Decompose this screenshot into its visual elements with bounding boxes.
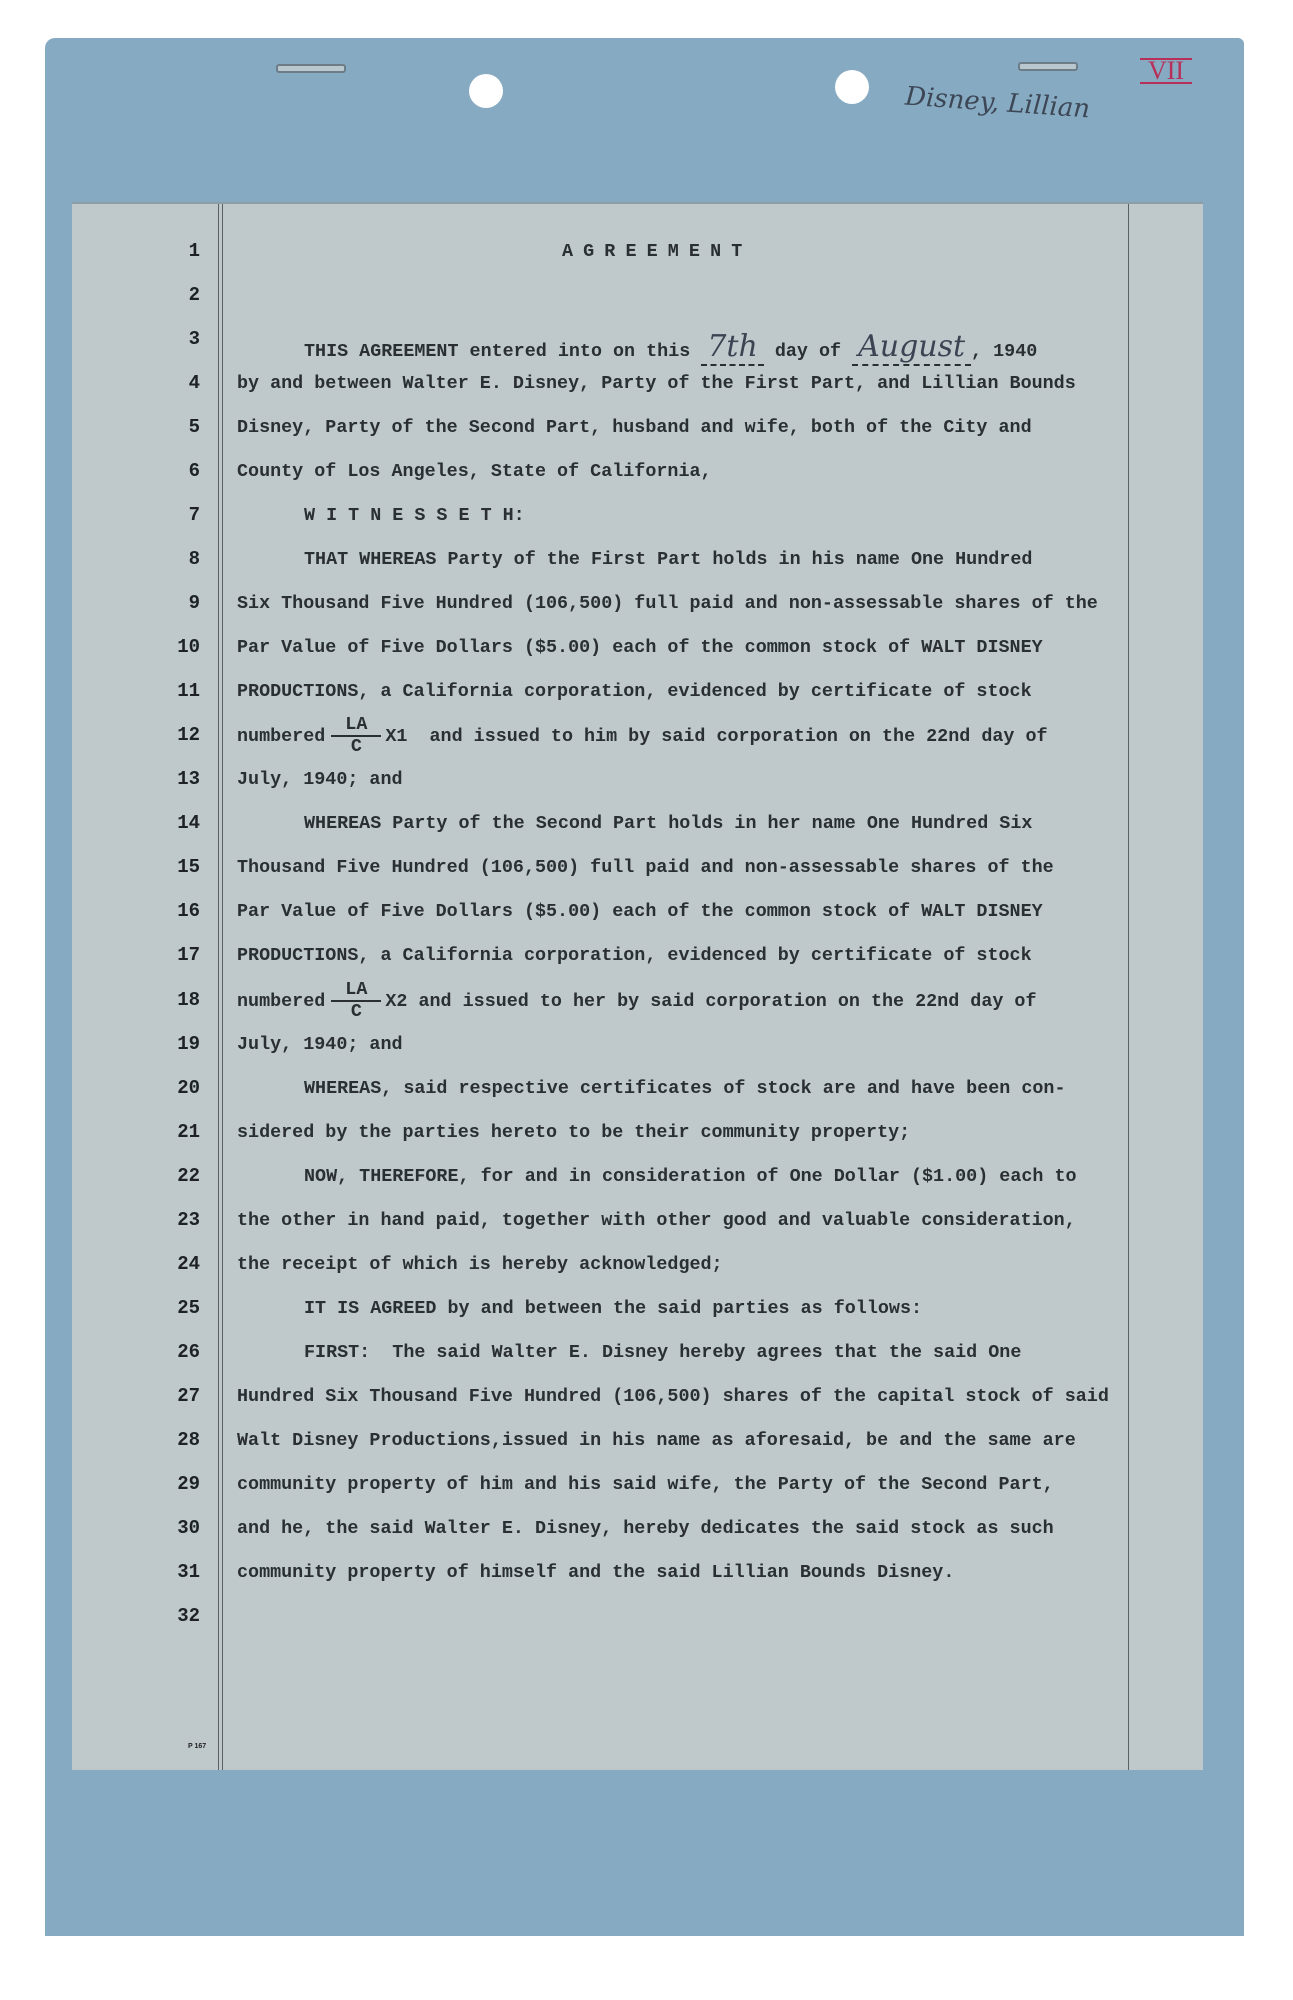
line-number: 28: [177, 1428, 200, 1451]
fraction-denominator: C: [350, 736, 362, 758]
text-line: [304, 329, 1037, 364]
handwritten-fill-in: 7th: [701, 329, 763, 366]
text-line: [237, 373, 1076, 394]
text-line: [304, 1166, 1077, 1187]
line-number: 14: [177, 812, 200, 835]
typed-text: Six Thousand Five Hundred (106,500) full paid and non-assessable shares of the: [237, 593, 1098, 615]
typed-text: the other in hand paid, together with other good and valuable consideration,: [237, 1209, 1076, 1231]
punch-hole-right: [835, 70, 869, 104]
typed-text: X1 and issued to him by said corporation on the 22nd day of: [385, 726, 1048, 748]
form-number: P 167: [188, 1743, 207, 1750]
text-line: [237, 978, 1037, 1022]
typed-text: W I T N E S S E T H:: [304, 505, 525, 527]
line-number: 18: [177, 988, 200, 1011]
text-line: [304, 549, 1032, 570]
text-line: [237, 1562, 954, 1583]
typed-text: AGREEMENT: [562, 241, 753, 262]
typed-text: Par Value of Five Dollars ($5.00) each of the common stock of WALT DISNEY: [237, 901, 1043, 923]
typed-text: Walt Disney Productions,issued in his name as aforesaid, be and the same are: [237, 1429, 1076, 1451]
text-line: [304, 1342, 1021, 1363]
line-number: 22: [177, 1164, 200, 1187]
fraction-numerator: LA: [331, 715, 381, 737]
line-number: 12: [177, 724, 200, 747]
roman-numeral-mark: VII: [1140, 58, 1192, 84]
typed-text: numbered: [237, 990, 326, 1012]
text-line: [304, 505, 525, 526]
typed-text: the receipt of which is hereby acknowledged;: [237, 1253, 723, 1275]
line-number: 21: [177, 1120, 200, 1143]
text-line: [237, 857, 1054, 878]
typed-text: July, 1940; and: [237, 769, 403, 791]
typed-text: and he, the said Walter E. Disney, hereby dedicates the said stock as such: [237, 1517, 1054, 1539]
typed-text: , 1940: [971, 341, 1038, 363]
line-number: 2: [188, 284, 200, 307]
text-line: [237, 681, 1032, 702]
line-number: 5: [188, 416, 200, 439]
line-number: 11: [177, 680, 200, 703]
line-number: 7: [188, 504, 200, 527]
typed-text: Thousand Five Hundred (106,500) full paid and non-assessable shares of the: [237, 857, 1054, 879]
fraction-denominator: C: [350, 1000, 362, 1022]
typed-text: July, 1940; and: [237, 1033, 403, 1055]
typed-text: County of Los Angeles, State of California,: [237, 461, 712, 483]
typed-text: community property of himself and the said Lillian Bounds Disney.: [237, 1561, 955, 1583]
typed-text: numbered: [237, 726, 326, 748]
typed-text: THIS AGREEMENT entered into on this: [304, 341, 702, 363]
text-line: [237, 637, 1043, 658]
text-line: [237, 1518, 1054, 1539]
certificate-fraction: [331, 980, 381, 1022]
line-number: 17: [177, 944, 200, 967]
line-number: 9: [188, 592, 200, 615]
staple-left: [276, 64, 346, 73]
typed-text: day of: [763, 341, 853, 363]
text-line: [237, 417, 1032, 438]
margin-line: [222, 204, 223, 1770]
text-line: [237, 945, 1032, 966]
text-line: [237, 1386, 1109, 1407]
text-line: [237, 461, 712, 482]
certificate-fraction: [331, 715, 381, 757]
line-number: 25: [177, 1296, 200, 1319]
text-line: [304, 1298, 922, 1319]
typed-text: PRODUCTIONS, a California corporation, evidenced by certificate of stock: [237, 945, 1032, 967]
text-line: [304, 1078, 1066, 1099]
line-number: 6: [188, 460, 200, 483]
line-number: 3: [188, 328, 200, 351]
line-number: 16: [177, 900, 200, 923]
line-number: 19: [177, 1032, 200, 1055]
text-line: [237, 1254, 723, 1275]
punch-hole-left: [469, 74, 503, 108]
handwritten-name: Disney, Lillian: [904, 81, 1092, 125]
typed-text: IT IS AGREED by and between the said parties as follows:: [304, 1297, 923, 1319]
line-number: 8: [188, 548, 200, 571]
line-number: 4: [188, 372, 200, 395]
line-number: 15: [177, 856, 200, 879]
document-page: [72, 202, 1203, 1770]
typed-text: PRODUCTIONS, a California corporation, evidenced by certificate of stock: [237, 681, 1032, 703]
typed-text: by and between Walter E. Disney, Party of the First Part, and Lillian Bounds: [237, 373, 1076, 395]
line-number: 31: [177, 1560, 200, 1583]
fraction-numerator: LA: [331, 980, 381, 1002]
line-number: 29: [177, 1472, 200, 1495]
typed-text: community property of him and his said wife, the Party of the Second Part,: [237, 1473, 1054, 1495]
text-line: [237, 593, 1098, 614]
typed-text: X2 and issued to her by said corporation on the 22nd day of: [385, 990, 1037, 1012]
text-line: [237, 714, 1048, 758]
typed-text: WHEREAS, said respective certificates of stock are and have been con-: [304, 1077, 1066, 1099]
line-number: 32: [177, 1604, 200, 1627]
line-number: 10: [177, 636, 200, 659]
typed-text: Hundred Six Thousand Five Hundred (106,500) shares of the capital stock of said: [237, 1385, 1109, 1407]
line-number: 27: [177, 1384, 200, 1407]
typed-text: WHEREAS Party of the Second Part holds in her name One Hundred Six: [304, 813, 1033, 835]
line-number: 24: [177, 1252, 200, 1275]
text-line: [237, 1430, 1076, 1451]
line-number: 26: [177, 1340, 200, 1363]
typed-text: NOW, THEREFORE, for and in consideration of One Dollar ($1.00) each to: [304, 1165, 1077, 1187]
line-number: 13: [177, 768, 200, 791]
text-line: [237, 1474, 1054, 1495]
line-number: 30: [177, 1516, 200, 1539]
typed-text: Par Value of Five Dollars ($5.00) each of the common stock of WALT DISNEY: [237, 637, 1043, 659]
text-line: [237, 1210, 1076, 1231]
text-line: [237, 769, 403, 790]
right-margin-line: [1128, 204, 1129, 1770]
line-number: 1: [188, 240, 200, 262]
text-line: [237, 1122, 910, 1143]
text-line: [237, 1034, 403, 1055]
text-line: [237, 901, 1043, 922]
typed-text: sidered by the parties hereto to be their community property;: [237, 1121, 911, 1143]
line-number: 23: [177, 1208, 200, 1231]
typed-text: Disney, Party of the Second Part, husband and wife, both of the City and: [237, 417, 1032, 439]
typed-text: THAT WHEREAS Party of the First Part holds in his name One Hundred: [304, 549, 1033, 571]
handwritten-fill-in: August: [852, 329, 971, 366]
document-title: [562, 241, 752, 262]
margin-line: [218, 204, 219, 1770]
line-number: 20: [177, 1076, 200, 1099]
staple-right: [1018, 62, 1078, 71]
typed-text: FIRST: The said Walter E. Disney hereby agrees that the said One: [304, 1341, 1022, 1363]
text-line: [304, 813, 1032, 834]
